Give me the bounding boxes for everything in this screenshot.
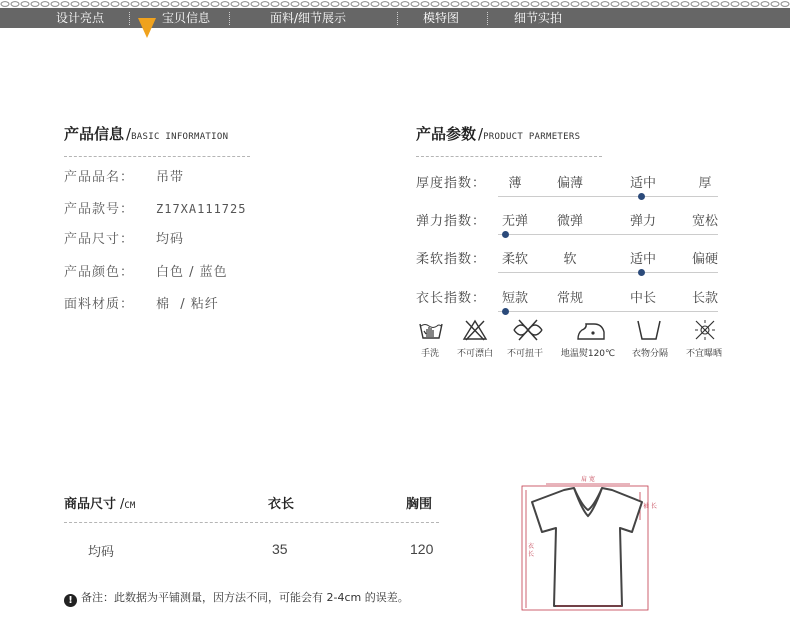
info-value: 白色 / 蓝色 (156, 265, 228, 280)
care-label: 不可漂白 (456, 349, 493, 359)
param-option: 中长 (629, 291, 656, 306)
info-row-style-number (64, 200, 246, 218)
info-label: 产品尺寸： (64, 232, 135, 247)
hand-wash-icon (418, 318, 444, 342)
divider (64, 522, 439, 523)
care-label: 手洗 (420, 349, 439, 359)
param-option: 适中 (629, 252, 656, 267)
nav-active-pointer-icon (138, 18, 156, 38)
no-bleach-icon (462, 318, 488, 342)
title-slash: / (478, 125, 484, 143)
size-value-chest: 120 (410, 541, 434, 557)
title-slash: / (126, 125, 132, 143)
param-scale-line (498, 311, 718, 312)
care-label: 地温熨120℃ (560, 349, 616, 359)
info-label: 产品品名： (64, 170, 135, 185)
size-value-length: 35 (272, 541, 288, 557)
info-value: Z17XA111725 (156, 202, 247, 216)
product-params-subtitle: PRODUCT PARMETERS (483, 132, 581, 142)
size-table-title (64, 493, 135, 512)
care-label: 衣物分隔 (631, 349, 668, 359)
info-row-material (64, 296, 219, 314)
param-option: 弹力 (629, 214, 656, 229)
param-option: 偏硬 (691, 252, 718, 267)
param-option: 长款 (691, 291, 718, 306)
param-label: 厚度指数： (416, 176, 487, 191)
info-label: 面料材质： (64, 297, 135, 312)
care-label: 不宜曝晒 (685, 349, 722, 359)
param-option: 无弹 (501, 214, 528, 229)
product-info-subtitle: BASIC INFORMATION (131, 132, 229, 142)
param-option: 薄 (508, 176, 522, 191)
info-label: 产品款号： (64, 202, 135, 217)
param-option: 短款 (501, 291, 528, 306)
nav-separator (129, 12, 130, 25)
size-table-heading: 商品尺寸 (64, 497, 117, 512)
body-length-label-2: 长 (528, 551, 535, 558)
nav-tab-model-photos[interactable]: 模特图 (423, 11, 460, 25)
separate-wash-icon (636, 318, 662, 342)
info-value: 吊带 (156, 170, 185, 185)
param-indicator-dot (502, 231, 509, 238)
param-indicator-dot (638, 193, 645, 200)
measurement-note (64, 590, 409, 606)
info-value: 棉 / 粘纤 (156, 297, 219, 312)
info-row-name (64, 169, 184, 187)
sleeve-length-label: 袖 长 (643, 503, 657, 510)
tshirt-measurement-diagram (512, 472, 662, 614)
size-col-length: 衣长 (268, 497, 295, 512)
no-sun-dry-icon (692, 318, 718, 342)
nav-tab-design-highlights[interactable]: 设计亮点 (56, 11, 105, 25)
no-wring-icon (512, 318, 544, 342)
param-option: 宽松 (691, 214, 718, 229)
care-label: 不可扭干 (506, 349, 543, 359)
param-option: 偏薄 (556, 176, 583, 191)
info-row-color (64, 264, 228, 282)
param-label: 衣长指数： (416, 291, 487, 306)
nav-separator (397, 12, 398, 25)
param-label: 弹力指数： (416, 214, 487, 229)
note-text: 备注：此数据为平铺测量，因方法不同，可能会有 2-4cm 的误差。 (81, 591, 409, 604)
nav-separator (487, 12, 488, 25)
nav-bar (0, 8, 790, 28)
product-info-heading: 产品信息 (64, 125, 125, 143)
param-label: 柔软指数： (416, 252, 487, 267)
info-row-size (64, 231, 184, 249)
divider (416, 156, 602, 157)
param-scale-line (498, 196, 718, 197)
param-indicator-dot (638, 269, 645, 276)
param-option: 常规 (556, 291, 583, 306)
warning-icon: ! (64, 594, 77, 607)
product-params-heading: 产品参数 (416, 125, 477, 143)
product-info-title (64, 123, 228, 144)
body-length-label-1: 衣 (528, 543, 535, 550)
nav-tab-product-info[interactable]: 宝贝信息 (162, 11, 211, 25)
param-option: 柔软 (501, 252, 528, 267)
nav-tab-fabric-details[interactable]: 面料/细节展示 (270, 11, 347, 25)
nav-separator (229, 12, 230, 25)
size-unit: CM (124, 501, 136, 511)
info-value: 均码 (156, 232, 185, 247)
param-indicator-dot (502, 308, 509, 315)
nav-top-border (0, 0, 790, 8)
product-params-title (416, 123, 580, 144)
title-slash: / (120, 497, 125, 512)
low-iron-icon (576, 318, 606, 342)
param-option: 微弹 (556, 214, 583, 229)
param-option: 厚 (698, 176, 712, 191)
param-scale-line (498, 234, 718, 235)
size-row-label: 均码 (88, 545, 115, 560)
info-label: 产品颜色： (64, 265, 135, 280)
shoulder-width-label: 肩 宽 (581, 476, 595, 483)
param-option: 适中 (629, 176, 656, 191)
divider (64, 156, 250, 157)
param-option: 软 (563, 252, 577, 267)
param-scale-line (498, 272, 718, 273)
nav-tab-detail-shots[interactable]: 细节实拍 (514, 11, 563, 25)
tshirt-outline (532, 488, 642, 606)
size-col-chest: 胸围 (406, 497, 433, 512)
